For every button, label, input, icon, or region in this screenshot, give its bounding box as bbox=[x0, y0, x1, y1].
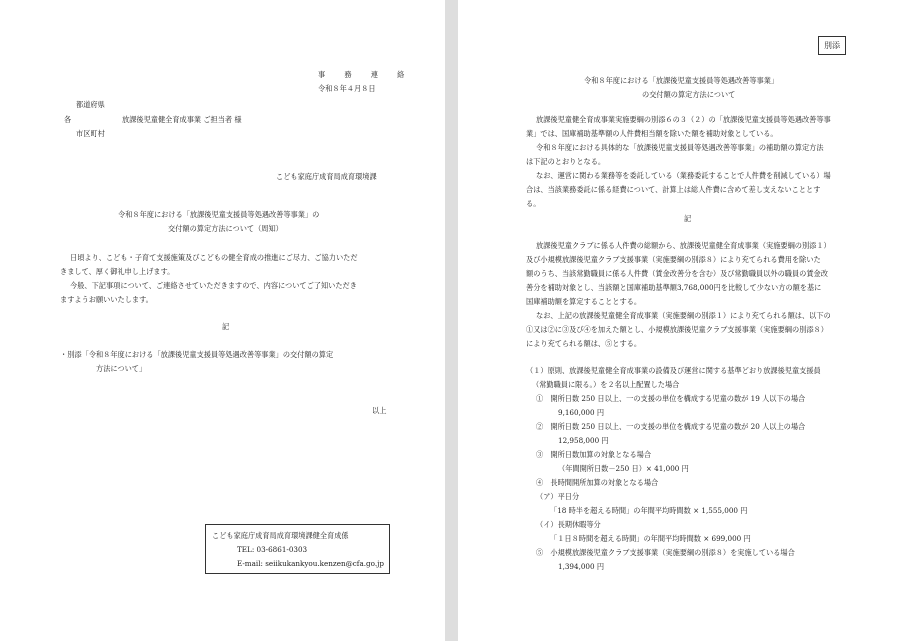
body-line-3: 今般、下記事項について、ご連絡させていただきますので、内容についてご了知いただき bbox=[70, 281, 357, 290]
para4-line-3: 額のうち、当該常勤職員に係る人件費（賃金改善分を含む）及び常勤職員以外の職員の賃金改 bbox=[526, 269, 828, 278]
contact-tel: TEL: 03-6861-0303 bbox=[237, 545, 308, 554]
document-type-label: 事 務 連 絡 bbox=[318, 70, 411, 79]
para2-line-2: は下記のとおりとなる。 bbox=[526, 157, 606, 166]
contact-email: E-mail: seiikukankyou.kenzen@cfa.go.jp bbox=[237, 559, 384, 568]
item4b-label: （イ）長期休暇等分 bbox=[536, 520, 601, 529]
para5-line-1: なお、上記の放課後児童健全育成事業（実施要綱の別添１）により充てられる額は、以下の bbox=[536, 311, 831, 320]
body-line-4: ますようお願いいたします。 bbox=[60, 295, 153, 304]
item3-formula: （年間開所日数－250 日）× 41,000 円 bbox=[558, 464, 689, 473]
contact-org: こども家庭庁成育局成育環境課健全育成係 bbox=[212, 531, 349, 540]
attachment-title-line-1: 令和８年度における「放課後児童支援員等処遇改善等事業」 bbox=[584, 76, 779, 85]
ki-heading: 記 bbox=[222, 322, 230, 331]
para3-line-3: る。 bbox=[526, 199, 541, 208]
item1-amount: 9,160,000 円 bbox=[558, 408, 605, 417]
item4a-formula: 「18 時半を超える時間」の年間平均時間数 × 1,555,000 円 bbox=[550, 506, 748, 515]
closing-ijou: 以上 bbox=[372, 406, 387, 415]
para3-line-1: なお、運営に関わる業務等を委託している（業務委託することで人件費を削減している）場 bbox=[536, 171, 831, 180]
para2-line-1: 令和８年度における具体的な「放課後児童支援員等処遇改善等事業」の補助額の算定方法 bbox=[536, 143, 824, 152]
betten-label: 別添 bbox=[818, 36, 846, 55]
para3-line-2: 合は、当該業務委託に係る経費について、計算上は総人件費に含めて差し支えないこととす bbox=[526, 185, 821, 194]
recipient-main: 放課後児童健全育成事業 ご担当者 様 bbox=[122, 115, 242, 124]
sender-department: こども家庭庁成育局成育環境課 bbox=[276, 172, 377, 181]
ki-heading-right: 記 bbox=[684, 214, 692, 223]
right-page bbox=[458, 0, 915, 641]
recipient-prefecture: 都道府県 bbox=[76, 100, 105, 109]
item4b-formula: 「１日８時間を超える時間」の年間平均時間数 × 699,000 円 bbox=[550, 534, 751, 543]
section1-line-2: （常勤職員に限る。）を２名以上配置した場合 bbox=[532, 380, 680, 389]
para1-line-1: 放課後児童健全育成事業実施要綱の別添６の３（２）の「放課後児童支援員等処遇改善等事 bbox=[536, 115, 831, 124]
item2-text: ② 開所日数 250 日以上、一の支援の単位を構成する児童の数が 20 人以上の場合 bbox=[536, 422, 806, 431]
item5-amount: 1,394,000 円 bbox=[558, 562, 605, 571]
subject-line-2: 交付額の算定方法について（周知） bbox=[168, 224, 283, 233]
section1-line-1: （１）原則、放課後児童健全育成事業の設備及び運営に関する基準どおり放課後児童支援員 bbox=[526, 366, 821, 375]
attachment-line-2: 方法について」 bbox=[96, 364, 147, 373]
item2-amount: 12,958,000 円 bbox=[558, 436, 609, 445]
para5-line-2: ①又は②に③及び④を加えた額とし、小規模放課後児童クラブ支援事業（実施要綱の別添８） bbox=[526, 325, 828, 334]
item5-text: ⑤ 小規模放課後児童クラブ支援事業（実施要綱の別添８）を実施している場合 bbox=[536, 548, 795, 557]
para4-line-2: 及び小規模放課後児童クラブ支援事業（実施要綱の別添８）により充てられる費用を除いた bbox=[526, 255, 821, 264]
para1-line-2: 業」では、国庫補助基準額の人件費相当額を除いた額を補助対象としている。 bbox=[526, 129, 778, 138]
attachment-title-line-2: の交付額の算定方法について bbox=[642, 90, 736, 99]
para4-line-1: 放課後児童クラブに係る人件費の総額から、放課後児童健全育成事業（実施要綱の別添１） bbox=[536, 241, 831, 250]
para5-line-3: により充てられる額は、⑤とする。 bbox=[526, 339, 642, 348]
body-line-1: 日頃より、こども・子育て支援施策及びこどもの健全育成の推進にご尽力、ご協力いただ bbox=[70, 253, 358, 262]
page-gutter bbox=[445, 0, 458, 641]
contact-box bbox=[205, 524, 390, 574]
para4-line-5: 国庫補助額を算定することとする。 bbox=[526, 297, 642, 306]
item4a-label: （ア）平日分 bbox=[536, 492, 580, 501]
item1-text: ① 開所日数 250 日以上、一の支援の単位を構成する児童の数が 19 人以下の場合 bbox=[536, 394, 806, 403]
document-date: 令和８年４月８日 bbox=[318, 84, 376, 93]
item4-text: ④ 長時間開所加算の対象となる場合 bbox=[536, 478, 659, 487]
attachment-line-1: ・別添「令和８年度における「放課後児童支援員等処遇改善等事業」の交付額の算定 bbox=[60, 350, 334, 359]
subject-line-1: 令和８年度における「放課後児童支援員等処遇改善等事業」の bbox=[118, 210, 320, 219]
recipient-city: 市区町村 bbox=[76, 129, 105, 138]
recipient-each-mark: 各 bbox=[64, 115, 72, 124]
left-page bbox=[0, 0, 445, 641]
body-line-2: きまして、厚く御礼申し上げます。 bbox=[60, 267, 175, 276]
item3-text: ③ 開所日数加算の対象となる場合 bbox=[536, 450, 652, 459]
para4-line-4: 善分を補助対象とし、当該額と国庫補助基準額3,768,000円を比較して少ない方の額を基に bbox=[526, 283, 822, 292]
